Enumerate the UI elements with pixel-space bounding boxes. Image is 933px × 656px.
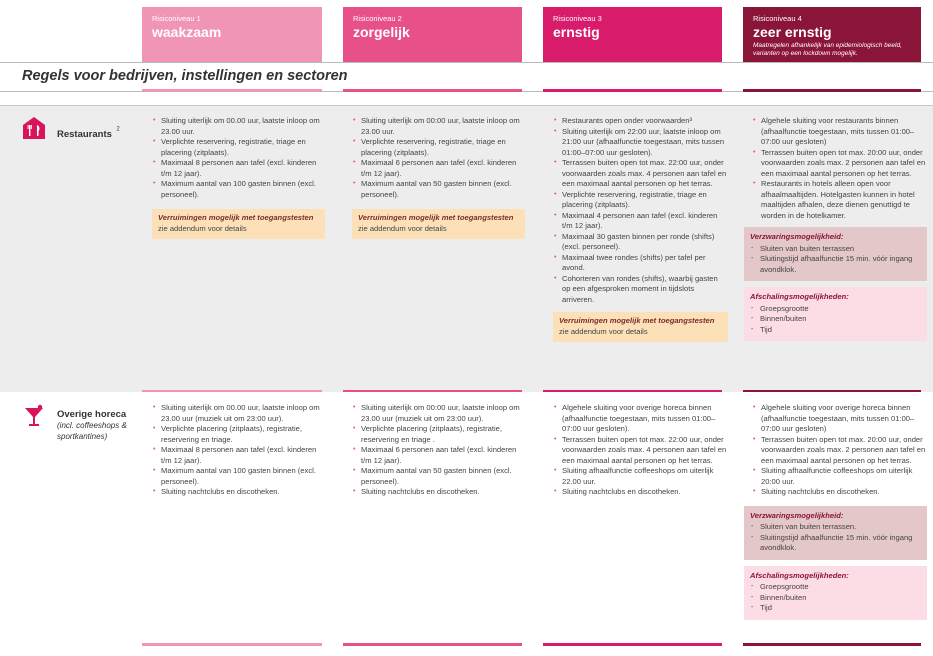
list-item: • Sluiting uiterlijk om 00:00 uur, laatste inloop om 23.00 uur. [352,116,525,137]
horeca-level-4 [752,403,927,620]
list-item: - Sluitingstijd afhaalfunctie 15 min. vóór ingang avondklok. [750,533,921,554]
level-3-bar [543,89,722,92]
row-overige-horeca [0,392,933,656]
list-item: • Sluiting afhaalfunctie coffeeshops om uiterlijk 22.00 uur. [553,466,728,487]
level-1-bar [142,89,322,92]
list-item: • Sluiting nachtclubs en discotheken. [752,487,927,498]
horeca-level-1 [152,403,325,498]
list-item: • Maximum aantal van 50 gasten binnen (excl. personeel). [352,466,525,487]
list-item: • Maximaal 6 personen aan tafel (excl. kinderen t/m 12 jaar). [352,445,525,466]
box-text: zie addendum voor details [158,223,247,233]
list-item: • Maximaal 8 personen aan tafel (excl. kinderen t/m 12 jaar). [152,158,325,179]
list-item: - Sluiten van buiten terrassen. [750,522,921,533]
list-item: • Verplichte reservering, registratie, triage en placering (zitplaats). [152,137,325,158]
level-name: ernstig [553,24,600,40]
row-name: Restaurants [57,129,112,140]
level-2-bar [343,643,522,646]
footnote-ref: 2 [116,126,120,133]
level-3-bar [543,643,722,646]
level-4-header [743,7,921,62]
level-2-bar [343,89,522,92]
list-item: - Sluiten van buiten terrassen [750,244,921,255]
box-text: zie addendum voor details [358,223,447,233]
row-restaurants [0,105,933,392]
level-name: waakzaam [152,24,222,40]
list-item: • Maximum aantal van 50 gasten binnen (excl. personeel). [352,179,525,200]
list-item: • Sluiting nachtclubs en discotheken. [152,487,325,498]
section-title-band [0,62,933,92]
list-item: - Binnen/buiten [750,314,921,325]
box-title: Verruimingen mogelijk met toegangstesten [559,316,715,325]
row-name: Overige horeca [57,409,127,420]
list-item: • Sluiting uiterlijk om 22:00 uur, laatste inloop om 21:00 uur (afhaalfunctie toegestaan, mits tussen 01:00–07:00 uur gesloten). [553,127,728,159]
list-item: • Algehele sluiting voor overige horeca binnen (afhaalfunctie toegestaan, mits tussen 01:00–07:00 uur gesloten). [553,403,728,435]
list-item: - Groepsgrootte [750,582,921,593]
afschaling-box [744,566,927,620]
list-item: • Maximaal 8 personen aan tafel (excl. kinderen t/m 12 jaar). [152,445,325,466]
level-number: Risiconiveau 1 [152,14,201,23]
list-item: - Binnen/buiten [750,593,921,604]
list-item: • Restaurants in hotels alleen open voor afhaalmaaltijden. Hotelgasten kunnen in hotel maaltijden afhalen, deze dienen genuttigd te worden in de hotelkamer. [752,179,927,221]
row-label [57,124,120,142]
list-item: • Verplichte placering (zitplaats), registratie, reservering en triage. [152,424,325,445]
level-description: Maatregelen afhankelijk van epidemiologisch beeld, varianten op een lockdown mogelijk. [753,42,902,57]
list-item: - Groepsgrootte [750,304,921,315]
list-item: • Maximaal 6 personen aan tafel (excl. kinderen t/m 12 jaar). [352,158,525,179]
list-item: • Sluiting uiterlijk om 00:00 uur, laatste inloop om 23.00 uur (muziek uit om 23:00 uur). [352,403,525,424]
list-item: • Sluiting nachtclubs en discotheken. [553,487,728,498]
level-3-header [543,7,722,62]
list-item: • Algehele sluiting voor overige horeca binnen (afhaalfunctie toegestaan, mits tussen 01:00–07:00 uur gesloten) [752,403,927,435]
toegangstesten-box [352,209,525,239]
level-1-bar [142,643,322,646]
list-item: • Restaurants open onder voorwaarden³ [553,116,728,127]
list-item: • Sluiting uiterlijk om 00.00 uur, laatste inloop om 23.00 uur (muziek uit om 23:00 uur). [152,403,325,424]
section-title: Regels voor bedrijven, instellingen en sectoren [22,68,348,84]
cocktail-icon [22,404,46,428]
list-item: • Cohorteren van rondes (shifts), waarbij gasten op een afgesproken moment in tijdslots arriveren. [553,274,728,306]
level-number: Risiconiveau 4 [753,14,802,23]
verzwaring-title: Verzwaringsmogelijkheid: [750,232,844,241]
horeca-level-2 [352,403,525,498]
list-item: • Terrassen buiten open tot max. 22:00 uur, onder voorwaarden zoals max. 4 personen aan tafel en een maximaal aantal personen op het terras. [553,158,728,190]
list-item: • Terrassen buiten open tot max. 22:00 uur, onder voorwaarden zoals max. 4 personen aan tafel en een maximaal aantal personen op het terras. [553,435,728,467]
horeca-level-3 [553,403,728,498]
verzwaring-box [744,506,927,560]
row-label [57,409,137,442]
list-item: • Maximaal twee rondes (shifts) per tafel per avond. [553,253,728,274]
box-title: Verruimingen mogelijk met toegangstesten [358,213,514,222]
verzwaring-title: Verzwaringsmogelijkheid: [750,510,844,520]
list-item: • Terrassen buiten open tot max. 20:00 uur, onder voorwaarden zoals max. 2 personen aan tafel en een maximaal aantal personen op het terras. [752,148,927,180]
list-item: - Sluitingstijd afhaalfunctie 15 min. vóór ingang avondklok. [750,254,921,275]
list-item: • Verplichte reservering, registratie, triage en placering (zitplaats). [352,137,525,158]
row-subtitle: (incl. coffeeshops & sportkantines) [57,421,127,441]
list-item: • Maximaal 4 personen aan tafel (excl. kinderen t/m 12 jaar). [553,211,728,232]
level-name: zorgelijk [353,24,410,40]
list-item: • Terrassen buiten open tot max. 20:00 uur, onder voorwaarden zoals max. 2 personen aan tafel en een maximaal aantal personen op het terras. [752,435,927,467]
list-item: • Sluiting afhaalfunctie coffeeshops om uiterlijk 20:00 uur. [752,466,927,487]
afschaling-box [744,287,927,341]
list-item: • Sluiting uiterlijk om 00.00 uur, laatste inloop om 23.00 uur. [152,116,325,137]
list-item: - Tijd [750,325,921,336]
level-2-header [343,7,522,62]
list-item: • Sluiting nachtclubs en discotheken. [352,487,525,498]
list-item: - Tijd [750,603,921,614]
box-title: Verruimingen mogelijk met toegangstesten [158,213,314,222]
restaurants-level-2 [352,116,525,239]
afschaling-title: Afschalingsmogelijkheden: [750,292,849,301]
afschaling-title: Afschalingsmogelijkheden: [750,570,849,580]
box-text: zie addendum voor details [559,326,648,336]
list-item: • Verplichte reservering, registratie, triage en placering (zitplaats). [553,190,728,211]
restaurants-level-3 [553,116,728,342]
verzwaring-box [744,227,927,281]
list-item: • Algehele sluiting voor restaurants binnen (afhaalfunctie toegestaan, mits tussen 01:00–07:00 uur gesloten) [752,116,927,148]
list-item: • Verplichte placering (zitplaats), registratie, reservering en triage . [352,424,525,445]
list-item: • Maximum aantal van 100 gasten binnen (excl. personeel). [152,179,325,200]
restaurant-icon [22,116,46,140]
toegangstesten-box [553,312,728,342]
level-name: zeer ernstig [753,24,832,40]
level-4-bar [743,89,921,92]
level-number: Risiconiveau 3 [553,14,602,23]
level-4-bar [743,643,921,646]
level-number: Risiconiveau 2 [353,14,402,23]
restaurants-level-4 [752,116,927,341]
level-1-header [142,7,322,62]
toegangstesten-box [152,209,325,239]
restaurants-level-1 [152,116,325,239]
list-item: • Maximum aantal van 100 gasten binnen (excl. personeel). [152,466,325,487]
list-item: • Maximaal 30 gasten binnen per ronde (shifts) (excl. personeel). [553,232,728,253]
